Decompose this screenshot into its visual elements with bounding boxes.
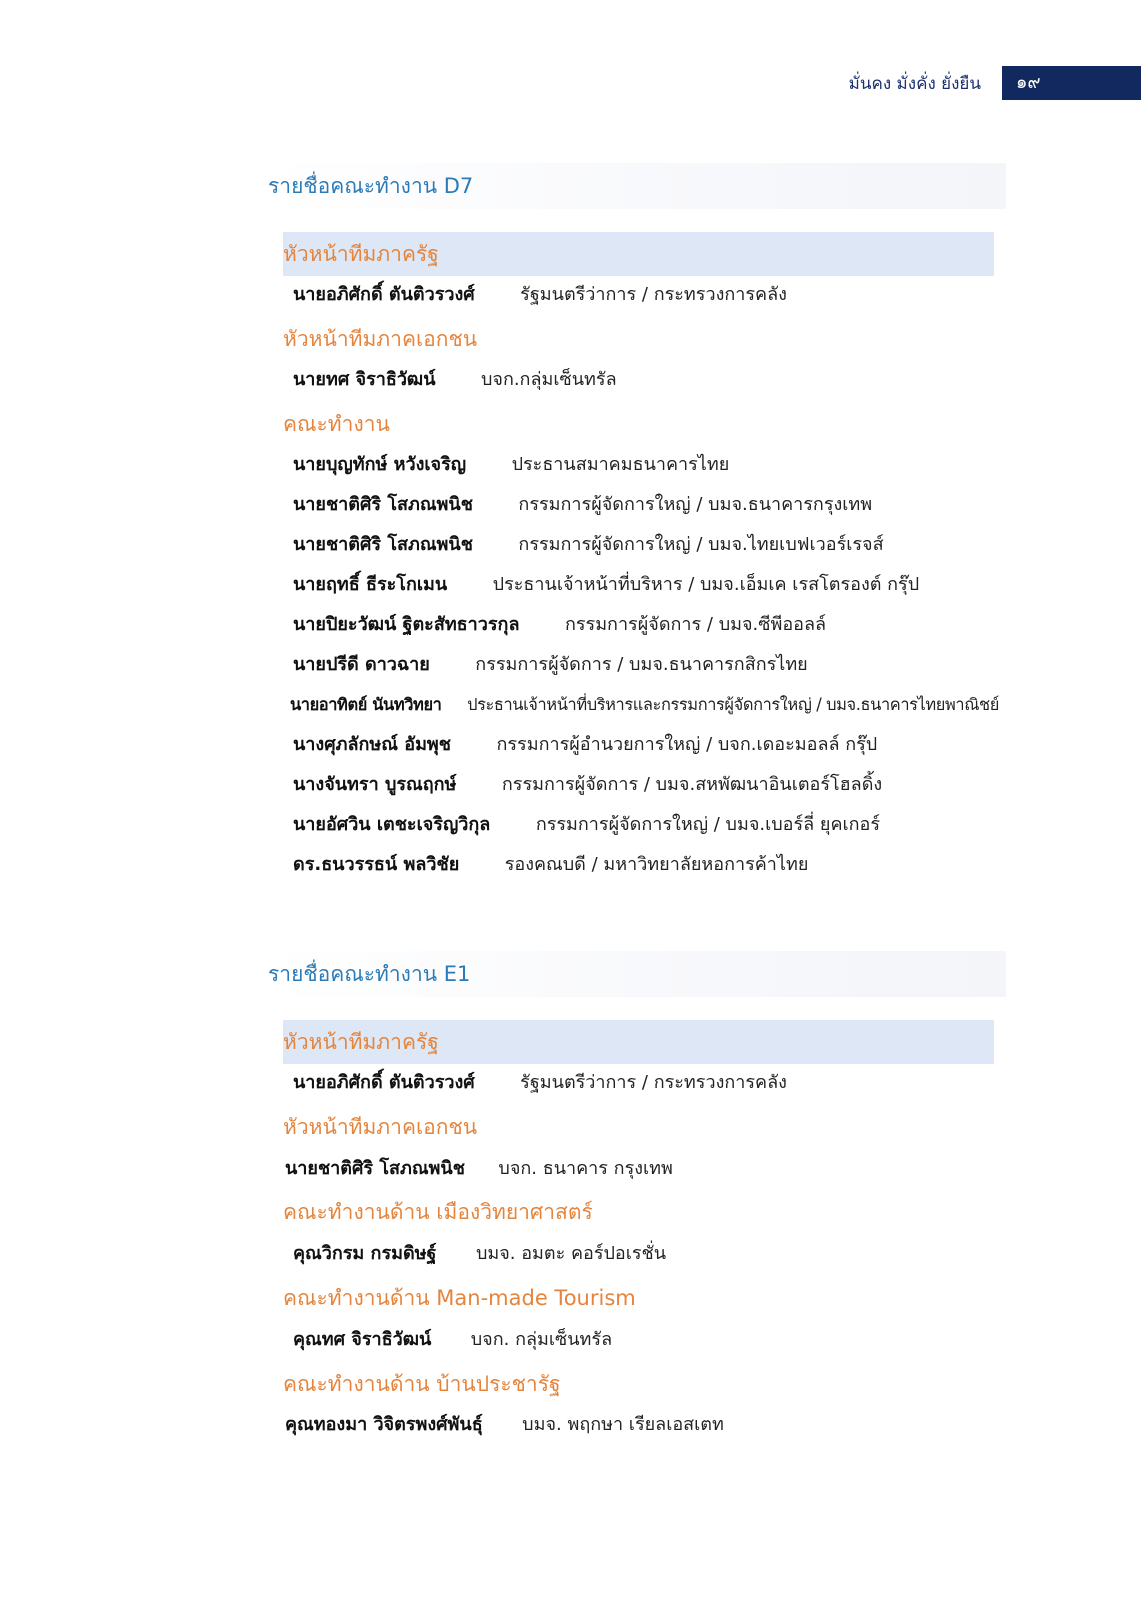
member-name: นายอาทิตย์ นันทวิทยา	[290, 695, 442, 714]
member-name: นางจันทรา บูรณฤกษ์	[293, 774, 457, 795]
member-row	[293, 571, 919, 599]
member-row	[285, 1155, 673, 1183]
member-name: ดร.ธนวรรธน์ พลวิชัย	[293, 854, 460, 875]
member-name: นายชาติศิริ โสภณพนิช	[285, 1158, 465, 1179]
member-role: รัฐมนตรีว่าการ / กระทรวงการคลัง	[520, 1072, 787, 1093]
member-role: กรรมการผู้อำนวยการใหญ่ / บจก.เดอะมอลล์ กรุ๊ป	[496, 734, 878, 755]
member-role: บจก. กลุ่มเซ็นทรัล	[470, 1329, 613, 1350]
member-name: นางศุภลักษณ์ อัมพุช	[293, 734, 452, 755]
header-slogan: มั่นคง มั่งคั่ง ยั่งยืน	[848, 74, 981, 94]
group-heading-private-lead-d7: หัวหน้าทีมภาคเอกชน	[283, 327, 478, 351]
member-role: บมจ. อมตะ คอร์ปอเรชั่น	[475, 1243, 667, 1264]
member-role: บมจ. พฤกษา เรียลเอสเตท	[522, 1414, 724, 1435]
member-row	[293, 1240, 666, 1268]
member-row	[285, 1411, 724, 1439]
section-title-e1: รายชื่อคณะทำงาน E1	[268, 951, 1006, 997]
member-row	[293, 281, 787, 309]
member-role: บจก. ธนาคาร กรุงเทพ	[498, 1158, 673, 1179]
member-row	[293, 1326, 612, 1354]
member-name: นายอภิศักดิ์ ตันติวรวงศ์	[293, 284, 475, 305]
member-row	[293, 366, 617, 394]
group-heading-gov-lead-d7: หัวหน้าทีมภาครัฐ	[283, 232, 994, 276]
member-name: นายปรีดี ดาวฉาย	[293, 654, 430, 675]
member-row	[293, 771, 882, 799]
section-title-d7: รายชื่อคณะทำงาน D7	[268, 163, 1006, 209]
member-name: นายอภิศักดิ์ ตันติวรวงศ์	[293, 1072, 475, 1093]
member-name: คุณวิกรม กรมดิษฐ์	[293, 1243, 437, 1264]
member-role: กรรมการผู้จัดการใหญ่ / บมจ.ไทยเบฟเวอร์เรจส์	[518, 534, 884, 555]
member-name: นายบุญทักษ์ หวังเจริญ	[293, 454, 467, 475]
member-role: กรรมการผู้จัดการ / บมจ.ซีพีออลล์	[564, 614, 827, 635]
group-heading-science-city: คณะทำงานด้าน เมืองวิทยาศาสตร์	[283, 1200, 593, 1224]
group-heading-pracharat-housing: คณะทำงานด้าน บ้านประชารัฐ	[283, 1372, 561, 1396]
member-name: นายชาติศิริ โสภณพนิช	[293, 534, 473, 555]
member-name: คุณทองมา วิจิตรพงศ์พันธุ์	[285, 1414, 483, 1435]
member-row	[293, 731, 877, 759]
page-number-tab: ๑๙	[1002, 66, 1141, 100]
member-row	[293, 491, 872, 519]
group-heading-gov-lead-e1: หัวหน้าทีมภาครัฐ	[283, 1020, 994, 1064]
member-row	[293, 1069, 787, 1097]
member-name: คุณทศ จิราธิวัฒน์	[293, 1329, 432, 1350]
member-row	[293, 531, 884, 559]
member-name: นายฤทธิ์ ธีระโกเมน	[293, 574, 448, 595]
member-role: รองคณบดี / มหาวิทยาลัยหอการค้าไทย	[504, 854, 809, 875]
member-name: นายชาติศิริ โสภณพนิช	[293, 494, 473, 515]
member-role: กรรมการผู้จัดการ / บมจ.สหพัฒนาอินเตอร์โฮลดิ้ง	[501, 774, 883, 795]
member-name: นายปิยะวัฒน์ ฐิตะสัทธาวรกุล	[293, 614, 520, 635]
member-role: กรรมการผู้จัดการใหญ่ / บมจ.ธนาคารกรุงเทพ	[518, 494, 873, 515]
member-row	[290, 691, 999, 719]
member-role: ประธานเจ้าหน้าที่บริหารและกรรมการผู้จัดการใหญ่ / บมจ.ธนาคารไทยพาณิชย์	[467, 695, 999, 714]
member-name: นายทศ จิราธิวัฒน์	[293, 369, 436, 390]
member-row	[293, 611, 826, 639]
member-role: ประธานเจ้าหน้าที่บริหาร / บมจ.เอ็มเค เรสโตรองต์ กรุ๊ป	[492, 574, 920, 595]
member-role: กรรมการผู้จัดการใหญ่ / บมจ.เบอร์ลี่ ยุคเกอร์	[535, 814, 881, 835]
member-row	[293, 811, 880, 839]
member-row	[293, 851, 808, 879]
member-role: กรรมการผู้จัดการ / บมจ.ธนาคารกสิกรไทย	[475, 654, 808, 675]
group-heading-working-team-d7: คณะทำงาน	[283, 412, 390, 436]
group-heading-man-made-tourism: คณะทำงานด้าน Man-made Tourism	[283, 1286, 636, 1310]
member-row	[293, 651, 808, 679]
member-name: นายอัศวิน เตชะเจริญวิกุล	[293, 814, 491, 835]
member-role: บจก.กลุ่มเซ็นทรัล	[480, 369, 617, 390]
member-role: ประธานสมาคมธนาคารไทย	[511, 454, 730, 475]
member-row	[293, 451, 729, 479]
member-role: รัฐมนตรีว่าการ / กระทรวงการคลัง	[520, 284, 787, 305]
group-heading-private-lead-e1: หัวหน้าทีมภาคเอกชน	[283, 1115, 478, 1139]
